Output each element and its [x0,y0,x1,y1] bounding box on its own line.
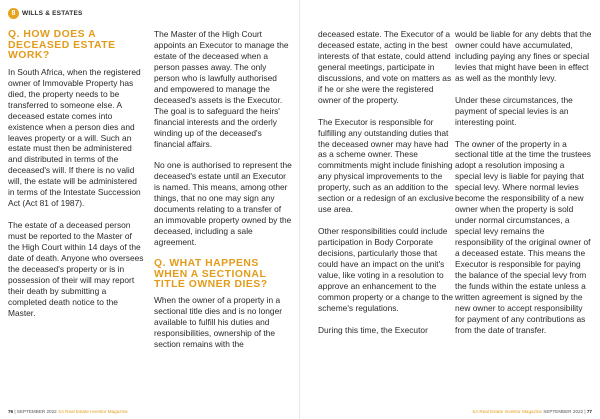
section-header [8,7,83,19]
page-number-right: 77 [586,409,592,414]
column-2 [154,29,292,360]
paragraph: Other responsibilities could include participation in Body Corporate decisions, particularly those that could have an impact on the unit's value, like voting in a resolution to approve an enhancement to the common property or a change to the scheme's regulations. [318,226,454,313]
column-3 [318,29,456,347]
paragraph: The Executor is responsible for fulfilling any outstanding duties that the deceased owner may have had as a scheme owner. These commitments might include finishing any physical improvements to the property, such as an addition to the section or a redesign of an exclusive use area. [318,116,454,215]
question-heading-1: Q. HOW DOES A DECEASED ESTATE WORK? [8,29,116,62]
paragraph: When the owner of a property in a sectional title dies and is no longer available to fulfill his duties and responsibilities, ownership of the section remains with the [154,294,283,349]
paragraph: would be liable for any debts that the owner could have accumulated, including paying any fines or special levies that might have been in effect as well as the monthly levy. [455,29,592,83]
issue-date-right: SEPTEMBER 2022 [543,409,584,414]
footer-right: SA Real Estate Investor Magazine SEPTEMBER 2022 | 77 [472,409,592,414]
page-gutter [299,0,300,419]
column-4 [455,29,592,347]
paragraph: During this time, the Executor [318,324,428,335]
footer-left: 76 | SEPTEMBER 2022 SA Real Estate Investor Magazine [8,409,128,414]
paragraph: The estate of a deceased person must be reported to the Master of the High Court within 14 days of the date of death. Anyone who oversees the deceased's property or is in possession of their will may report their death by submitting a completed death notice to the Master. [8,220,144,318]
paragraph: No one is authorised to represent the deceased's estate until an Executor is named. This means, among other things, that no one may sign any documents relating to a transfer of an immovable property owned by the deceased, including a sale agreement. [154,160,292,248]
section-logo-icon: 8 [8,8,19,19]
issue-date-left: SEPTEMBER 2022 [16,409,57,414]
paragraph: The Master of the High Court appoints an Executor to manage the estate of the deceased when a person passes away. The only person who is lawfully authorised and empowered to manage the deceased's assets is the Executor. The goal is to safeguard the heirs' financial interests and the orderly winding up of the deceased's financial affairs. [154,29,289,149]
section-title: WILLS & ESTATES [22,9,83,17]
page-number-left: 76 [8,409,14,414]
magazine-name-right: SA Real Estate Investor Magazine [472,409,542,414]
paragraph: The owner of the property in a sectional title at the time the trustees adopt a resolution imposing a special levy is liable for paying that special levy. Where normal levies become the responsibility of a new owner when the property is sold under normal circumstances, a special levy remains the responsibility of the original owner of a deceased estate. This means the Executor is responsible for paying the balance of the special levy from the funds within the estate unless a written agreement is signed by the new owner to accept responsibility for payment of any contributions as from the date of transfer. [455,138,591,335]
paragraph: In South Africa, when the registered owner of Immovable Property has died, the property needs to be transferred to someone else. A deceased estate comes into existence when a person dies and leaves property or a will. Such an estate must then be administered and distributed in terms of the deceased's will. If there is no valid will, the estate will be administered in terms of the Intestate Succession Act (Act 81 of 1987). [8,66,141,209]
magazine-name-left: SA Real Estate Investor Magazine [58,409,128,414]
paragraph: Under these circumstances, the payment of special levies is an interesting point. [455,94,573,127]
column-1 [8,30,145,330]
question-heading-2: Q. WHAT HAPPENS WHEN A SECTIONAL TITLE OWNER DIES? [154,257,268,291]
paragraph: deceased estate. The Executor of a deceased estate, acting in the best interests of that estate, could attend general meetings, participate in discussions, and vote on matters as if he or she were the registered owner of the property. [318,29,452,105]
